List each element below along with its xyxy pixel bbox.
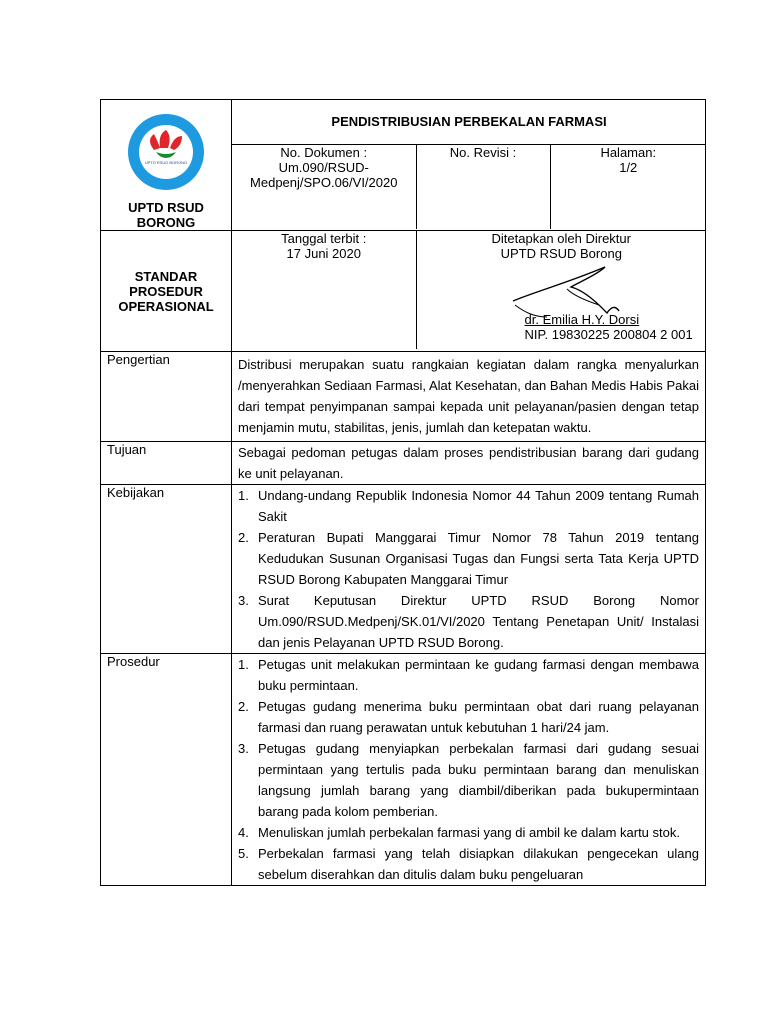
list-text: Menuliskan jumlah perbekalan farmasi yang di ambil ke dalam kartu stok. — [258, 825, 680, 840]
issue-date-label: Tanggal terbit : — [281, 231, 367, 246]
issue-date-cell — [232, 231, 416, 349]
issue-date-value: 17 Juni 2020 — [286, 246, 361, 261]
signer-block — [525, 312, 693, 342]
list-number: 5. — [238, 846, 249, 861]
list-item — [238, 485, 699, 527]
doc-number-cell — [232, 145, 416, 230]
doc-number-value: Um.090/RSUD-Medpenj/SPO.06/VI/2020 — [250, 160, 398, 190]
list-item — [238, 696, 699, 738]
standard-cell — [101, 231, 232, 352]
list-prosedur-cell — [232, 654, 706, 886]
label-pengertian: Pengertian — [101, 352, 232, 442]
header-info-cell — [232, 100, 706, 231]
row-kebijakan — [101, 485, 706, 654]
list-item — [238, 527, 699, 590]
list-text: Petugas unit melakukan permintaan ke gudang farmasi dengan membawa buku permintaan. — [258, 657, 699, 693]
header-logo-cell — [101, 100, 232, 231]
approved-by: Ditetapkan oleh Direktur — [491, 231, 631, 246]
signer-nip: NIP. 19830225 200804 2 001 — [524, 327, 693, 342]
kebijakan-list — [238, 485, 699, 653]
row-pengertian — [101, 352, 706, 442]
row-tujuan — [101, 442, 706, 485]
label-kebijakan: Kebijakan — [101, 485, 232, 654]
org-name: UPTD RSUD BORONG — [128, 200, 204, 230]
label-tujuan: Tujuan — [101, 442, 232, 485]
row-prosedur — [101, 654, 706, 886]
list-item — [238, 843, 699, 885]
text-tujuan: Sebagai pedoman petugas dalam proses pendistribusian barang dari gudang ke unit pelayanan. — [232, 442, 706, 485]
list-item — [238, 822, 699, 843]
revision-cell — [416, 145, 550, 230]
list-number: 3. — [238, 741, 249, 756]
list-item — [238, 738, 699, 822]
approval-cell — [416, 231, 706, 349]
list-number: 4. — [238, 825, 249, 840]
list-number: 3. — [238, 593, 249, 608]
list-number: 1. — [238, 657, 249, 672]
list-text: Perbekalan farmasi yang telah disiapkan dilakukan pengecekan ulang sebelum diserahkan dan ditulis dalam buku pengeluaran — [258, 846, 699, 882]
prosedur-list — [238, 654, 699, 885]
hospital-logo — [126, 112, 206, 192]
list-kebijakan-cell — [232, 485, 706, 654]
list-item — [238, 654, 699, 696]
list-text: Undang-undang Republik Indonesia Nomor 44 Tahun 2009 tentang Rumah Sakit — [258, 488, 699, 524]
list-text: Surat Keputusan Direktur UPTD RSUD Borong Nomor Um.090/RSUD.Medpenj/SK.01/VI/2020 Tentang Penetapan Unit/ Instalasi dan jenis Pelayanan UPTD RSUD Borong. — [258, 593, 699, 650]
document-title: PENDISTRIBUSIAN PERBEKALAN FARMASI — [232, 100, 706, 145]
list-text: Peraturan Bupati Manggarai Timur Nomor 78 Tahun 2019 tentang Kedudukan Susunan Organisasi Tugas dan Fungsi serta Tata Kerja UPTD RSUD Borong Kabupaten Manggarai Timur — [258, 530, 699, 587]
page-label: Halaman: — [600, 145, 657, 160]
page-cell — [550, 145, 706, 230]
label-prosedur: Prosedur — [101, 654, 232, 886]
standard-title: STANDAR PROSEDUR OPERASIONAL — [118, 269, 214, 314]
revision-label: No. Revisi : — [449, 145, 517, 160]
list-text: Petugas gudang menerima buku permintaan obat dari ruang pelayanan farmasi dan ruang perawatan untuk kebutuhan 1 hari/24 jam. — [258, 699, 699, 735]
sop-table — [100, 99, 706, 886]
list-number: 2. — [238, 530, 249, 545]
list-text: Petugas gudang menyiapkan perbekalan farmasi dari gudang sesuai permintaan yang tertulis pada buku permintaan barang dan menuliskan langsung jumlah barang yang diambil/diberikan pada bukupermintaan barang pada kolom pemberian. — [258, 741, 699, 819]
approval-row — [232, 231, 706, 352]
signer-name: dr. Emilia H.Y. Dorsi — [524, 312, 640, 327]
text-pengertian: Distribusi merupakan suatu rangkaian kegiatan dalam rangka menyalurkan /menyerahkan Sediaan Farmasi, Alat Kesehatan, dan Bahan Medis Habis Pakai dari tempat penyimpanan sampai kepada unit pelayanan/pasien dengan tetap menjamin mutu, stabilitas, jenis, jumlah dan ketepatan waktu. — [232, 352, 706, 442]
list-number: 2. — [238, 699, 249, 714]
list-number: 1. — [238, 488, 249, 503]
approved-org: UPTD RSUD Borong — [500, 246, 622, 261]
logo-text: UPTD RSUD BORONG — [144, 160, 188, 165]
list-item — [238, 590, 699, 653]
doc-number-label: No. Dokumen : — [280, 145, 368, 160]
page-value: 1/2 — [619, 160, 638, 175]
